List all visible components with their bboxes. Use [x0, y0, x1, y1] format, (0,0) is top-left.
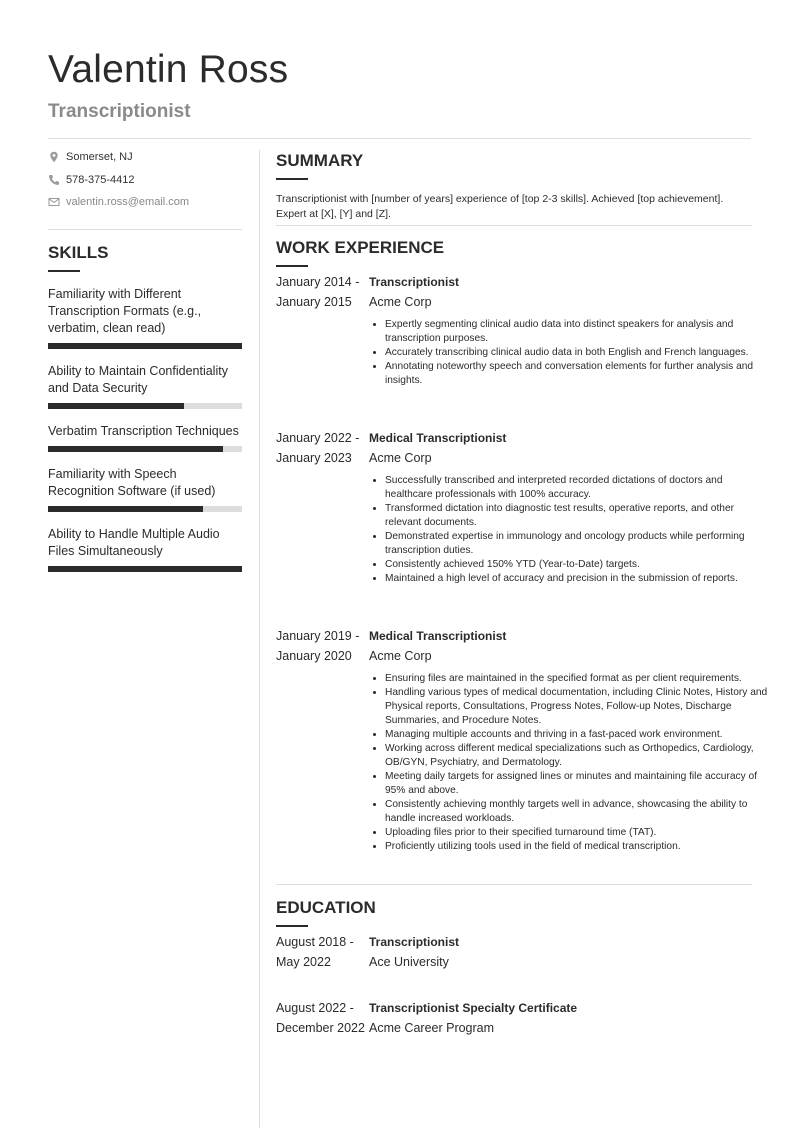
job-start-date: January 2014 - [276, 275, 360, 289]
column-divider [259, 150, 260, 1128]
skill-level-fill [48, 343, 242, 349]
location-pin-icon [48, 151, 60, 163]
skill-item [48, 286, 242, 349]
job-bullet: • Meeting daily targets for assigned lines or minutes and maintaining file accuracy of 95% and above. [385, 770, 768, 798]
job-bullet: • Accurately transcribing clinical audio data in both English and French languages. [385, 346, 768, 360]
education-school: Acme Career Program [369, 1021, 495, 1035]
education-end-date: May 2022 [276, 955, 331, 969]
job-bullet: • Successfully transcribed and interpreted recorded dictations of doctors and healthcare professionals with 100% accuracy. [385, 474, 768, 502]
summary-heading-underline [276, 178, 308, 180]
job-bullet: • Transformed dictation into diagnostic test results, operative reports, and other relevant documents. [385, 502, 768, 530]
summary-heading: SUMMARY [276, 151, 364, 170]
job-start-date: January 2022 - [276, 431, 360, 445]
education-heading-underline [276, 925, 308, 927]
email-text: valentin.ross@email.com [66, 196, 190, 209]
education-school: Ace University [369, 955, 449, 969]
education-dates [276, 998, 368, 1038]
education-degree: Transcriptionist [369, 935, 460, 949]
job-bullet: • Annotating noteworthy speech and conversation elements for further analysis and insights. [385, 360, 768, 388]
skill-item [48, 526, 242, 572]
skill-label: Ability to Handle Multiple Audio Files Simultaneously [48, 527, 220, 558]
job-bullet: • Consistently achieving monthly targets well in advance, showcasing the ability to handle increased workloads. [385, 798, 768, 826]
job-bullet: • Working across different medical specializations such as Orthopedics, Cardiology, OB/GYN, Psychiatry, and Dermatology. [385, 742, 768, 770]
job-bullets [369, 474, 768, 586]
header-divider [48, 138, 751, 139]
skill-level-bar [48, 446, 242, 452]
skill-level-fill [48, 403, 184, 409]
education-heading: EDUCATION [276, 898, 376, 917]
contact-location [48, 146, 248, 169]
phone-icon [48, 174, 60, 186]
education-start-date: August 2018 - [276, 935, 354, 949]
job-bullet: • Managing multiple accounts and thriving in a fast-paced work environment. [385, 728, 768, 742]
candidate-name: Valentin Ross [48, 48, 289, 91]
education-dates [276, 932, 368, 972]
summary-divider [276, 225, 752, 226]
skill-level-bar [48, 566, 242, 572]
skill-level-bar [48, 343, 242, 349]
job-bullet: • Uploading files prior to their specified turnaround time (TAT). [385, 826, 768, 840]
job-bullet: • Demonstrated expertise in immunology and oncology products while performing transcription duties. [385, 530, 768, 558]
skill-level-fill [48, 446, 223, 452]
job-role: Transcriptionist [369, 275, 460, 289]
job-dates [276, 428, 368, 468]
skill-level-fill [48, 506, 203, 512]
job-bullet: • Proficiently utilizing tools used in the field of medical transcription. [385, 840, 768, 854]
education-end-date: December 2022 [276, 1021, 365, 1035]
skill-label: Familiarity with Speech Recognition Software (if used) [48, 467, 216, 498]
skill-label: Ability to Maintain Confidentiality and Data Security [48, 364, 228, 395]
contact-block [48, 146, 248, 214]
experience-heading-block [276, 237, 752, 267]
skill-level-bar [48, 403, 242, 409]
job-dates [276, 626, 368, 666]
job-end-date: January 2020 [276, 649, 352, 663]
phone-text: 578-375-4412 [66, 173, 135, 186]
skill-item [48, 363, 242, 409]
job-role: Medical Transcriptionist [369, 431, 507, 445]
job-end-date: January 2023 [276, 451, 352, 465]
job-start-date: January 2019 - [276, 629, 360, 643]
skill-item [48, 423, 242, 452]
job-role: Medical Transcriptionist [369, 629, 507, 643]
experience-heading-underline [276, 265, 308, 267]
job-bullet: • Consistently achieved 150% YTD (Year-to-Date) targets. [385, 558, 768, 572]
summary-text: Transcriptionist with [number of years] experience of [top 2-3 skills]. Achieved [top achievement]. Expert at [X], [Y] and [Z]. [276, 193, 724, 220]
job-bullet: • Maintained a high level of accuracy and precision in the submission of reports. [385, 572, 768, 586]
job-company: Acme Corp [369, 649, 432, 663]
job-company: Acme Corp [369, 451, 432, 465]
contact-email[interactable] [48, 191, 248, 214]
job-dates [276, 272, 368, 312]
job-bullets [369, 672, 768, 854]
location-text: Somerset, NJ [66, 151, 133, 164]
education-heading-block [276, 897, 752, 927]
job-bullet: • Expertly segmenting clinical audio data into distinct speakers for analysis and transcription purposes. [385, 318, 768, 346]
skill-label: Verbatim Transcription Techniques [48, 424, 239, 438]
experience-divider [276, 884, 752, 885]
job-company: Acme Corp [369, 295, 432, 309]
education-start-date: August 2022 - [276, 1001, 354, 1015]
contact-phone [48, 169, 248, 192]
skill-level-bar [48, 506, 242, 512]
skill-level-fill [48, 566, 242, 572]
contact-divider [48, 229, 242, 230]
job-bullet: • Handling various types of medical documentation, including Clinic Notes, History and Physical reports, Consultations, Progress Notes, Follow-up Notes, Discharge Summaries, and Procedure Notes. [385, 686, 768, 728]
skill-item [48, 466, 242, 512]
skills-heading: SKILLS [48, 243, 109, 262]
envelope-icon [48, 196, 60, 208]
summary-section [276, 150, 752, 222]
education-degree: Transcriptionist Specialty Certificate [369, 1001, 578, 1015]
job-bullets [369, 318, 768, 388]
skill-label: Familiarity with Different Transcription Formats (e.g., verbatim, clean read) [48, 287, 202, 335]
skills-heading-underline [48, 270, 80, 272]
skills-section [48, 242, 242, 572]
experience-heading: WORK EXPERIENCE [276, 238, 445, 257]
job-end-date: January 2015 [276, 295, 352, 309]
job-title: Transcriptionist [48, 101, 191, 122]
job-bullet: • Ensuring files are maintained in the specified format as per client requirements. [385, 672, 768, 686]
